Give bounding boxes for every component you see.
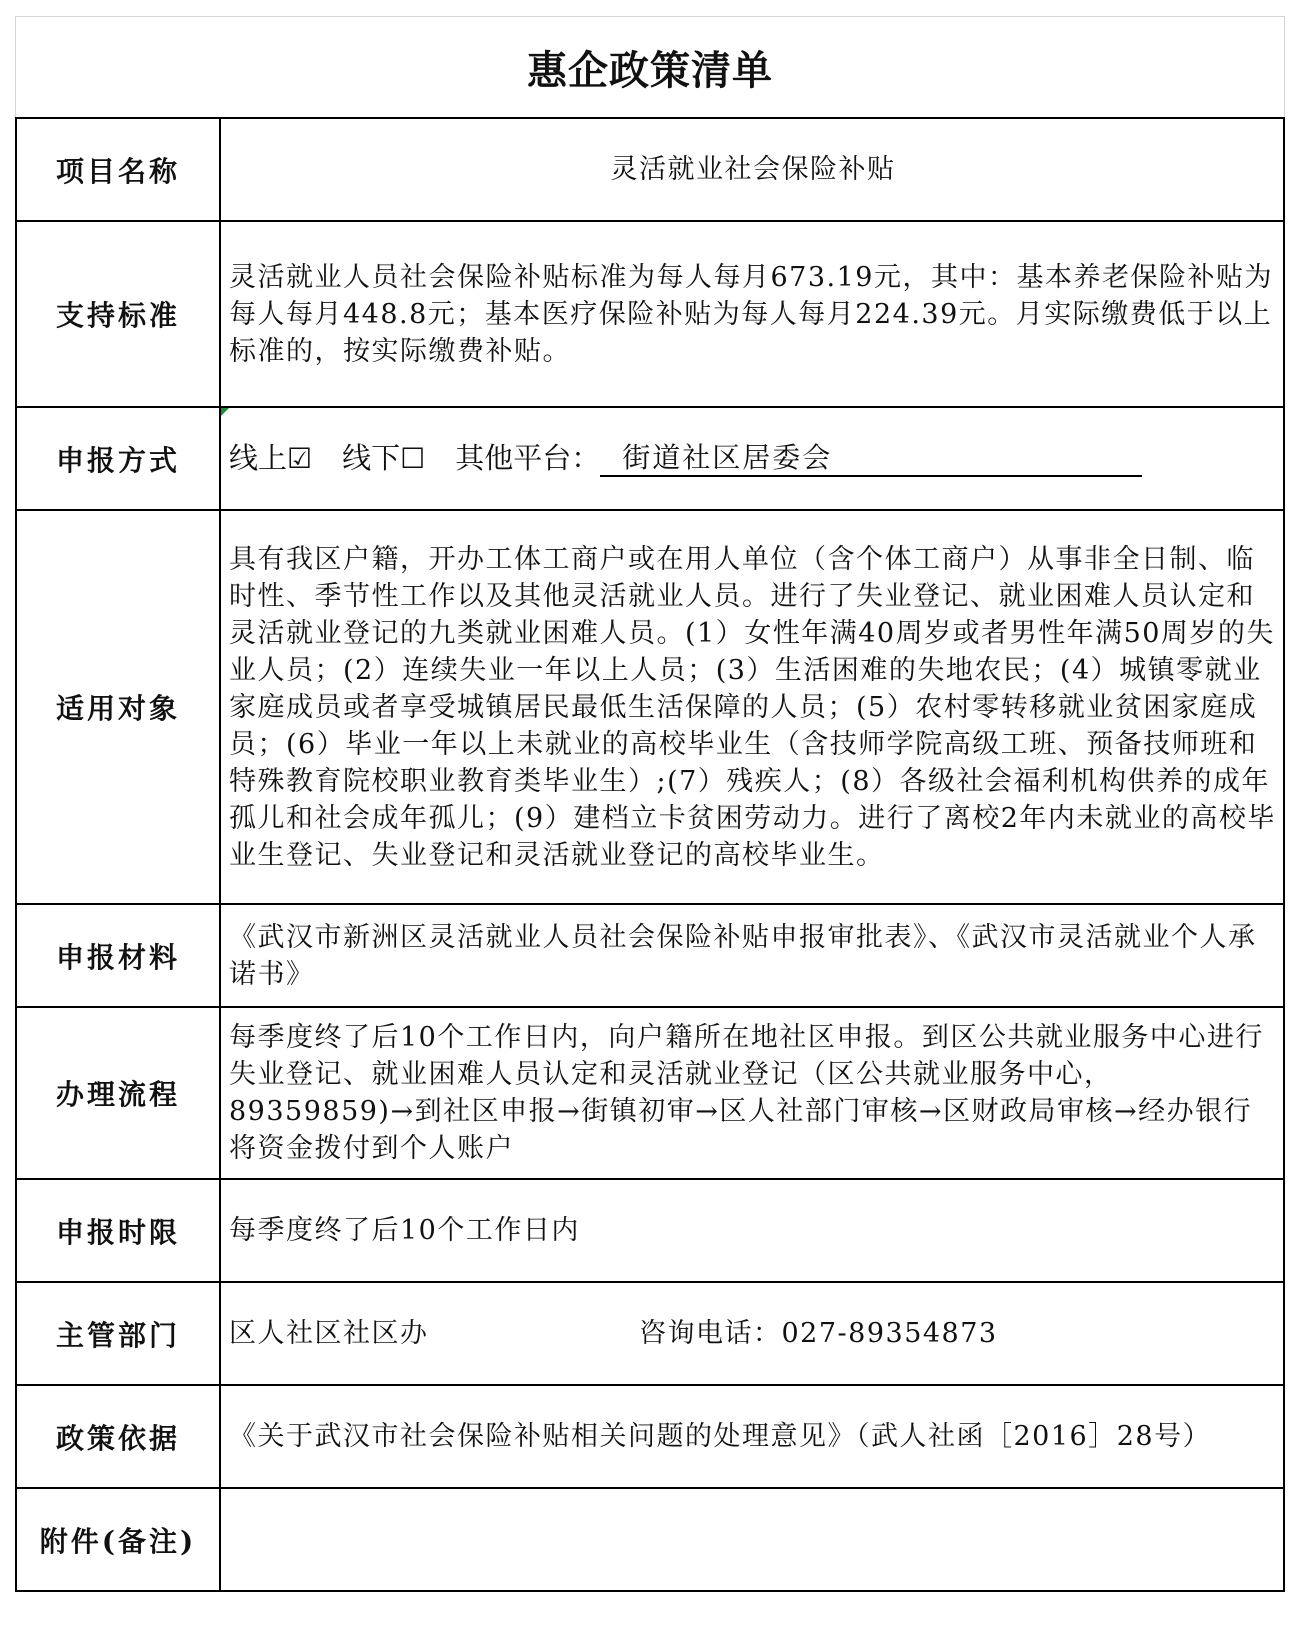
unchecked-box-icon: ☐ xyxy=(400,442,426,475)
table-row xyxy=(16,1282,1284,1385)
row-label-basis: 政策依据 xyxy=(16,1385,220,1488)
row-label-attachment: 附件(备注) xyxy=(16,1488,220,1591)
other-platform-label: 其他平台： xyxy=(455,441,601,475)
deadline-value: 每季度终了后10个工作日内 xyxy=(220,1179,1284,1282)
support-standard-value: 灵活就业人员社会保险补贴标准为每人每月673.19元，其中：基本养老保险补贴为每人每月448.8元；基本医疗保险补贴为每人每月224.39元。月实际缴费低于以上标准的，按实际缴费补贴。 xyxy=(220,221,1284,407)
table-row xyxy=(16,1179,1284,1282)
process-value: 每季度终了后10个工作日内，向户籍所在地社区申报。到区公共就业服务中心进行失业登记、就业困难人员认定和灵活就业登记（区公共就业服务中心，89359859)→到社区申报→街镇初审→区人社部门审核→区财政局审核→经办银行将资金拨付到个人账户 xyxy=(220,1007,1284,1179)
offline-label: 线下 xyxy=(342,441,401,475)
phone-value: 027-89354873 xyxy=(781,1318,998,1349)
department-value: 区人社区社区办 xyxy=(229,1318,429,1349)
department-line xyxy=(229,1315,1277,1352)
other-platform-value: 街道社区居委会 xyxy=(600,441,1142,477)
cell-comment-marker xyxy=(221,408,229,416)
table-row xyxy=(16,1488,1284,1591)
department-cell xyxy=(220,1282,1284,1385)
table-row xyxy=(16,118,1284,221)
online-option xyxy=(229,440,312,477)
row-label-name: 项目名称 xyxy=(16,118,220,221)
target-value: 具有我区户籍，开办工体工商户或在用人单位（含个体工商户）从事非全日制、临时性、季节性工作以及其他灵活就业人员。进行了失业登记、就业困难人员认定和灵活就业登记的九类就业困难人员。(1）女性年满40周岁或者男性年满50周岁的失业人员；(2）连续失业一年以上人员；(3）生活困难的失地农民；(4）城镇零就业家庭成员或者享受城镇居民最低生活保障的人员；(5）农村零转移就业贫困家庭成员；(6）毕业一年以上未就业的高校毕业生（含技师学院高级工班、预备技师班和特殊教育院校职业教育类毕业生）;(7）残疾人；(8）各级社会福利机构供养的成年孤儿和社会成年孤儿；(9）建档立卡贫困劳动力。进行了离校2年内未就业的高校毕业生登记、失业登记和灵活就业登记的高校毕业生。 xyxy=(220,510,1284,904)
table-row xyxy=(16,407,1284,510)
row-label-materials: 申报材料 xyxy=(16,904,220,1007)
row-label-target: 适用对象 xyxy=(16,510,220,904)
table-row xyxy=(16,1385,1284,1488)
page-title: 惠企政策清单 xyxy=(15,16,1285,117)
online-label: 线上 xyxy=(229,441,288,475)
attachment-value xyxy=(220,1488,1284,1591)
table-row xyxy=(16,904,1284,1007)
materials-value: 《武汉市新洲区灵活就业人员社会保险补贴申报审批表》、《武汉市灵活就业个人承诺书》 xyxy=(220,904,1284,1007)
application-method-cell xyxy=(220,407,1284,510)
table-row xyxy=(16,1007,1284,1179)
row-label-method: 申报方式 xyxy=(16,407,220,510)
policy-sheet xyxy=(15,16,1285,1592)
row-label-department: 主管部门 xyxy=(16,1282,220,1385)
project-name-value: 灵活就业社会保险补贴 xyxy=(220,118,1284,221)
row-label-deadline: 申报时限 xyxy=(16,1179,220,1282)
policy-basis-value: 《关于武汉市社会保险补贴相关问题的处理意见》（武人社函［2016］28号） xyxy=(220,1385,1284,1488)
phone-label: 咨询电话： xyxy=(639,1318,782,1349)
table-row xyxy=(16,510,1284,904)
checked-box-icon: ☑ xyxy=(287,442,313,475)
offline-option xyxy=(342,440,425,477)
table-row xyxy=(16,221,1284,407)
row-label-standard: 支持标准 xyxy=(16,221,220,407)
row-label-process: 办理流程 xyxy=(16,1007,220,1179)
policy-table xyxy=(15,117,1285,1592)
method-options xyxy=(229,440,1277,477)
